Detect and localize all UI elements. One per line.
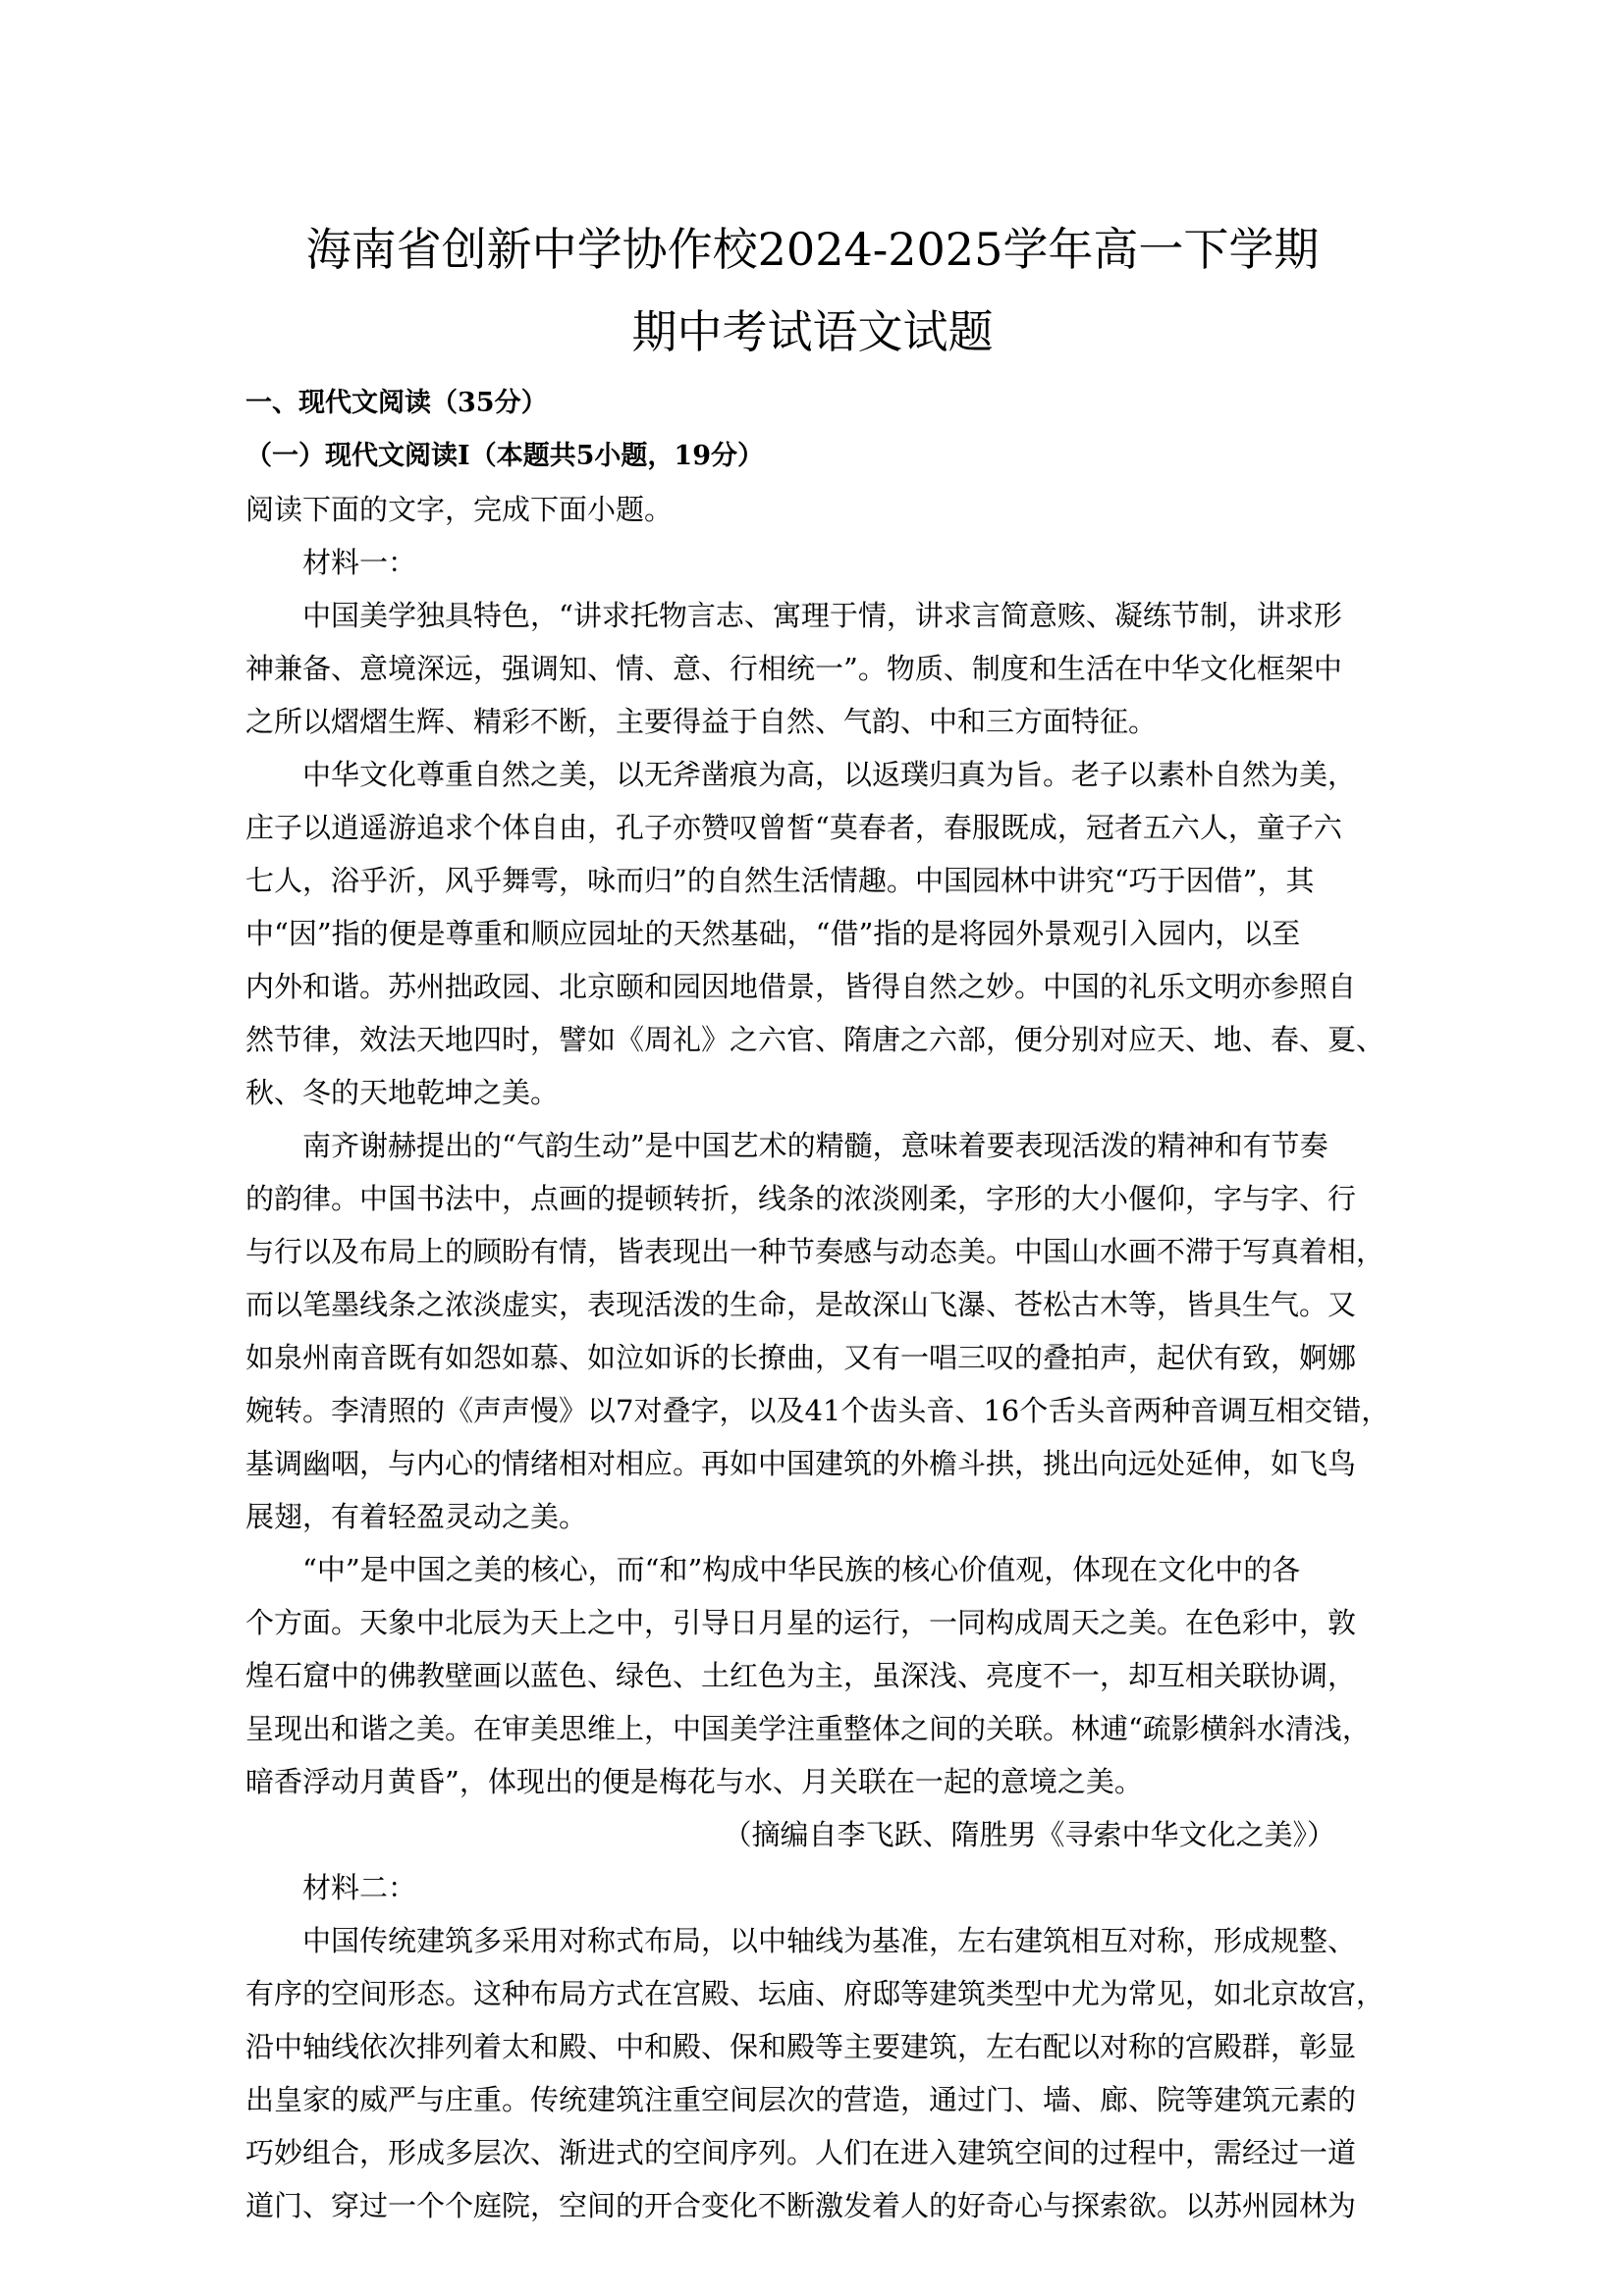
subsection-heading: （一）现代文阅读I（本题共5小题，19分） [245,441,764,471]
text-line: 然节律，效法天地四时，譬如《周礼》之六官、隋唐之六部，便分别对应天、地、春、夏、 [245,1023,1385,1056]
text-line: 婉转。李清照的《声声慢》以7对叠字，以及41个齿头音、16个舌头音两种音调互相交错， [245,1394,1390,1427]
material-1-source: （摘编自李飞跃、隋胜男《寻索中华文化之美》） [723,1818,1335,1851]
text-line: 巧妙组合，形成多层次、渐进式的空间序列。人们在进入建筑空间的过程中，需经过一道 [245,2136,1357,2169]
text-line: 展翅，有着轻盈灵动之美。 [245,1500,588,1533]
material-1-paragraph-4 [245,1543,1380,1808]
text-line: 内外和谐。苏州拙政园、北京颐和园因地借景，皆得自然之妙。中国的礼乐文明亦参照自 [245,970,1357,1003]
text-line: 基调幽咽，与内心的情绪相对相应。再如中国建筑的外檐斗拱，挑出向远处延伸，如飞鸟 [245,1447,1357,1480]
text-line: 出皇家的威严与庄重。传统建筑注重空间层次的营造，通过门、墙、廊、院等建筑元素的 [245,2083,1357,2116]
section-heading: 一、现代文阅读（35分） [245,388,548,418]
text-line: 中“因”指的便是尊重和顺应园址的天然基础，“借”指的是将园外景观引入园内，以至 [245,917,1301,950]
text-line: 中华文化尊重自然之美，以无斧凿痕为高，以返璞归真为旨。老子以素朴自然为美， [302,758,1357,791]
text-line: 如泉州南音既有如怨如慕、如泣如诉的长撩曲，又有一唱三叹的叠拍声，起伏有致，婀娜 [245,1341,1357,1374]
text-line: 与行以及布局上的顾盼有情，皆表现出一种节奏感与动态美。中国山水画不滞于写真着相， [245,1235,1385,1268]
text-line: 沿中轴线依次排列着太和殿、中和殿、保和殿等主要建筑，左右配以对称的宫殿群，彰显 [245,2030,1357,2063]
text-line: 呈现出和谐之美。在审美思维上，中国美学注重整体之间的关联。林逋“疏影横斜水清浅， [245,1712,1371,1745]
exam-title-line-2: 期中考试语文试题 [631,305,994,358]
material-2-body [245,1914,1385,2232]
material-1-paragraph-2 [245,748,1385,1119]
exam-page [245,208,1390,2232]
text-line: 道门、穿过一个个庭院，空间的开合变化不断激发着人的好奇心与探索欲。以苏州园林为 [245,2189,1357,2222]
material-1-label: 材料一： [302,546,417,579]
text-line: 而以笔墨线条之浓淡虚实，表现活泼的生命，是故深山飞瀑、苍松古木等，皆具生气。又 [245,1288,1357,1321]
text-line: 之所以熠熠生辉、精彩不断，主要得益于自然、气韵、中和三方面特征。 [245,705,1158,738]
text-line: 中国美学独具特色，“讲求托物言志、寓理于情，讲求言简意赅、凝练节制，讲求形 [302,599,1342,632]
material-2-label: 材料二： [302,1871,417,1904]
instruction-text: 阅读下面的文字，完成下面小题。 [245,493,674,526]
text-line: 七人，浴乎沂，风乎舞雩，咏而归”的自然生活情趣。中国园林中讲究“巧于因借”，其 [245,864,1315,897]
material-2-paragraph-1 [245,1914,1385,2232]
text-line: 有序的空间形态。这种布局方式在宫殿、坛庙、府邸等建筑类型中尤为常见，如北京故宫， [245,1977,1385,2010]
text-line: 煌石窟中的佛教壁画以蓝色、绿色、土红色为主，虽深浅、亮度不一，却互相关联协调， [245,1659,1357,1692]
text-line: 暗香浮动月黄昏”，体现出的便是梅花与水、月关联在一起的意境之美。 [245,1765,1143,1798]
text-line: 个方面。天象中北辰为天上之中，引导日月星的运行，一同构成周天之美。在色彩中，敦 [245,1606,1357,1639]
material-1-paragraph-3 [245,1119,1390,1543]
exam-title-line-1: 海南省创新中学协作校2024-2025学年高一下学期 [305,223,1320,276]
text-line: 南齐谢赫提出的“气韵生动”是中国艺术的精髓，意味着要表现活泼的精神和有节奏 [302,1129,1328,1162]
text-line: 秋、冬的天地乾坤之美。 [245,1076,560,1109]
text-line: 神兼备、意境深远，强调知、情、意、行相统一”。物质、制度和生活在中华文化框架中 [245,652,1342,685]
text-line: 中国传统建筑多采用对称式布局，以中轴线为基准，左右建筑相互对称，形成规整、 [302,1924,1357,1957]
text-line: 庄子以逍遥游追求个体自由，孔子亦赞叹曾皙“莫春者，春服既成，冠者五六人，童子六 [245,811,1342,844]
material-1-paragraph-1 [245,589,1380,748]
text-line: 的韵律。中国书法中，点画的提顿转折，线条的浓淡刚柔，字形的大小偃仰，字与字、行 [245,1182,1357,1215]
text-line: “中”是中国之美的核心，而“和”构成中华民族的核心价值观，体现在文化中的各 [302,1553,1301,1586]
material-1-body [245,589,1390,1808]
